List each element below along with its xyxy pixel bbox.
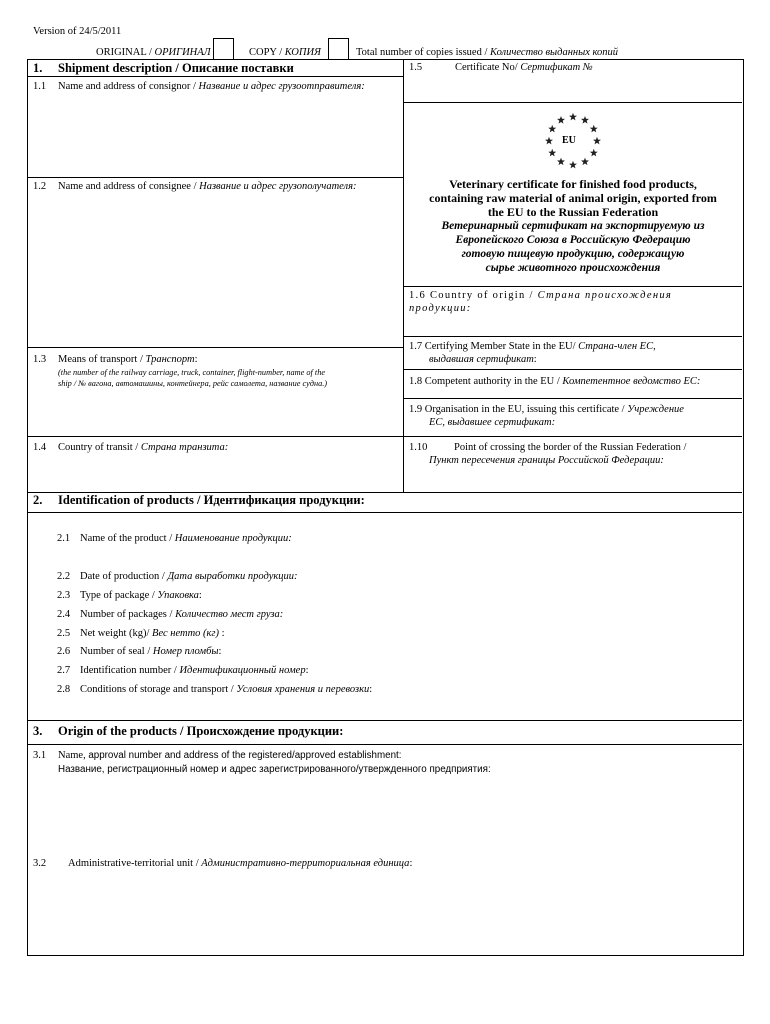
cert-title-ru-3: готовую пищевую продукцию, содержащую bbox=[461, 248, 685, 260]
field-2-2-label-ru: Дата выработки продукции: bbox=[167, 571, 298, 582]
line-1-7 bbox=[403, 369, 742, 370]
certificate-title bbox=[404, 177, 742, 275]
field-1-4-label bbox=[58, 441, 228, 454]
field-1-8-num: 1.8 bbox=[409, 376, 423, 387]
field-2-3-tail: : bbox=[198, 590, 202, 601]
copy-checkbox[interactable] bbox=[328, 38, 349, 60]
eu-star-icon bbox=[548, 125, 556, 133]
line-1-3 bbox=[27, 436, 403, 437]
field-1-2-label-en: Name and address of consignee / bbox=[58, 181, 200, 192]
field-1-3-note-2: ship / № вагона, автомашины, контейнера, рейс самолета, название судна.) bbox=[58, 379, 328, 388]
field-1-3-colon: : bbox=[194, 354, 198, 365]
field-2-5-label-ru: Вес нетто (кг) bbox=[152, 628, 220, 639]
eu-star-icon bbox=[581, 158, 589, 166]
section1-header-line bbox=[27, 76, 403, 77]
field-1-5-label bbox=[455, 61, 593, 74]
eu-star-icon bbox=[590, 125, 598, 133]
field-2-5-num: 2.5 bbox=[57, 628, 71, 639]
field-2-5 bbox=[57, 627, 225, 640]
field-2-1-label-en: Name of the product / bbox=[80, 533, 175, 544]
field-2-1-label-ru: Наименование продукции: bbox=[174, 533, 292, 544]
field-2-6-num: 2.6 bbox=[57, 646, 71, 657]
eu-star-icon bbox=[593, 137, 601, 145]
field-2-8-label-en: Conditions of storage and transport / bbox=[80, 684, 237, 695]
section1-title: Shipment description / Описание поставки bbox=[58, 61, 294, 75]
field-2-4 bbox=[57, 608, 283, 621]
field-2-6-tail: : bbox=[218, 646, 222, 657]
line-1-1 bbox=[27, 177, 403, 178]
field-2-6-label-ru: Номер пломбы bbox=[152, 646, 219, 657]
eu-star-icon bbox=[548, 149, 556, 157]
section3-header-line bbox=[27, 744, 742, 745]
field-3-2-label-en: Administrative-territorial unit / bbox=[68, 858, 202, 869]
eu-star-icon bbox=[569, 161, 577, 169]
field-2-2-label-en: Date of production / bbox=[80, 571, 168, 582]
field-2-1 bbox=[57, 532, 292, 545]
field-1-7-label-ru-1: Страна-член ЕС, bbox=[578, 341, 656, 352]
cert-title-en-2: containing raw material of animal origin, exported from bbox=[429, 191, 717, 205]
field-1-7-num: 1.7 bbox=[409, 341, 423, 352]
field-1-10-label-ru: Пункт пересечения границы Российской Федерации: bbox=[429, 455, 664, 466]
field-3-2-label bbox=[68, 857, 412, 870]
field-3-2-num: 3.2 bbox=[33, 858, 47, 869]
field-1-6-label bbox=[409, 289, 672, 302]
original-label bbox=[96, 46, 211, 59]
field-2-3-label-ru: Упаковка bbox=[157, 590, 199, 601]
field-2-7-label-ru: Идентификационный номер bbox=[179, 665, 306, 676]
field-1-5-label-ru: Сертификат № bbox=[520, 62, 593, 73]
field-1-9-label bbox=[409, 403, 684, 416]
eu-star-icon bbox=[557, 116, 565, 124]
line-title bbox=[403, 286, 742, 287]
cert-title-ru-2: Европейского Союза в Российскую Федерацию bbox=[455, 234, 691, 246]
field-1-5-label-en: Certificate No/ bbox=[455, 62, 521, 73]
section2-num: 2. bbox=[33, 493, 43, 507]
field-1-7-label-ru-2: выдавшая сертификат bbox=[429, 354, 534, 365]
field-2-3-label-en: Type of package / bbox=[80, 590, 158, 601]
field-2-8-tail: : bbox=[369, 684, 373, 695]
field-2-4-label-en: Number of packages / bbox=[80, 609, 176, 620]
field-2-6 bbox=[57, 645, 221, 658]
copies-label-en: Total number of copies issued / bbox=[356, 47, 490, 58]
cert-title-en-1: Veterinary certificate for finished food products, bbox=[449, 177, 697, 191]
section1-divider bbox=[403, 59, 404, 492]
field-1-5-num: 1.5 bbox=[409, 62, 423, 73]
line-1-8 bbox=[403, 398, 742, 399]
field-3-1-label-en-a: Name, bbox=[58, 750, 89, 761]
eu-star-icon bbox=[557, 158, 565, 166]
consignor-input[interactable] bbox=[28, 94, 402, 176]
section3-top-line bbox=[27, 720, 742, 721]
field-3-1-label-en-b: approval number and address of the registered/approved establishment: bbox=[88, 750, 402, 761]
field-3-2-colon: : bbox=[409, 858, 413, 869]
field-1-1-label-ru: Название и адрес грузоотправителя: bbox=[198, 81, 365, 92]
cert-title-ru-4: сырье животного происхождения bbox=[485, 262, 661, 274]
field-2-7 bbox=[57, 664, 309, 677]
field-3-1-label-en bbox=[58, 749, 401, 762]
section3-num: 3. bbox=[33, 724, 43, 738]
copy-label-ru: КОПИЯ bbox=[284, 47, 321, 58]
field-1-1-label bbox=[58, 80, 365, 93]
original-label-ru: ОРИГИНАЛ bbox=[154, 47, 211, 58]
original-checkbox[interactable] bbox=[213, 38, 234, 60]
field-1-1-label-en: Name and address of consignor / bbox=[58, 81, 199, 92]
eu-star-icon bbox=[545, 137, 553, 145]
section3-title: Origin of the products / Происхождение продукции: bbox=[58, 724, 344, 738]
field-1-4-num: 1.4 bbox=[33, 442, 47, 453]
field-1-8-label-en: Competent authority in the EU / bbox=[424, 376, 563, 387]
field-1-4-label-ru: Страна транзита: bbox=[140, 442, 229, 453]
field-1-3-label-en: Means of transport / bbox=[58, 354, 146, 365]
field-1-2-label-ru: Название и адрес грузополучателя: bbox=[199, 181, 357, 192]
field-1-7-label-en: Certifying Member State in the EU/ bbox=[424, 341, 579, 352]
establishment-input[interactable] bbox=[28, 780, 740, 852]
eu-star-icon bbox=[590, 149, 598, 157]
eu-star-icon bbox=[581, 116, 589, 124]
line-1-9 bbox=[403, 436, 742, 437]
field-2-2 bbox=[57, 570, 298, 583]
field-1-9-label-en: Organisation in the EU, issuing this certificate / bbox=[424, 404, 628, 415]
field-2-7-label-en: Identification number / bbox=[80, 665, 180, 676]
field-2-8 bbox=[57, 683, 372, 696]
field-2-2-num: 2.2 bbox=[57, 571, 71, 582]
field-3-1-num: 3.1 bbox=[33, 750, 47, 761]
eu-star-icon bbox=[569, 113, 577, 121]
field-1-1-num: 1.1 bbox=[33, 81, 47, 92]
field-1-3-label bbox=[58, 353, 198, 366]
field-2-8-num: 2.8 bbox=[57, 684, 71, 695]
field-1-6-label-en: Country of origin / bbox=[429, 290, 538, 301]
section1-num: 1. bbox=[33, 61, 43, 75]
field-2-4-label-ru: Количество мест груза: bbox=[175, 609, 284, 620]
field-1-10-label-en: Point of crossing the border of the Russian Federation / bbox=[454, 442, 687, 453]
field-1-2-num: 1.2 bbox=[33, 181, 47, 192]
section2-title: Identification of products / Идентификация продукции: bbox=[58, 493, 365, 507]
field-1-3-note-1: (the number of the railway carriage, truck, container, flight-number, name of the bbox=[58, 368, 326, 377]
field-2-7-num: 2.7 bbox=[57, 665, 71, 676]
field-1-3-label-ru: Транспорт bbox=[145, 354, 195, 365]
eu-emblem-label: EU bbox=[562, 135, 576, 146]
copy-label-en: COPY / bbox=[249, 47, 285, 58]
field-2-3-num: 2.3 bbox=[57, 590, 71, 601]
line-1-5 bbox=[403, 102, 742, 103]
copies-label-ru: Количество выданных копий bbox=[490, 47, 619, 58]
field-1-8-label bbox=[409, 375, 700, 388]
version-text: Version of 24/5/2011 bbox=[33, 26, 122, 37]
field-1-6-num: 1.6 bbox=[409, 290, 427, 301]
cert-title-ru-1: Ветеринарный сертификат на экспортируемую из bbox=[441, 220, 705, 232]
field-1-9-num: 1.9 bbox=[409, 404, 423, 415]
field-1-7-label-line2 bbox=[429, 353, 537, 366]
field-2-3 bbox=[57, 589, 202, 602]
field-1-3-num: 1.3 bbox=[33, 354, 47, 365]
field-2-4-num: 2.4 bbox=[57, 609, 71, 620]
field-2-6-label-en: Number of seal / bbox=[80, 646, 153, 657]
field-1-6-label-ru-2: продукции: bbox=[409, 303, 472, 314]
field-1-2-label bbox=[58, 180, 357, 193]
field-3-1-label-ru: Название, регистрационный номер и адрес зарегистрированного/утвержденного предприятия: bbox=[58, 764, 491, 775]
field-1-7-colon: : bbox=[533, 354, 537, 365]
field-3-2-label-ru: Административно-территориальная единица bbox=[201, 858, 410, 869]
field-1-10-num: 1.10 bbox=[409, 442, 428, 453]
section2-header-line bbox=[27, 512, 742, 513]
original-label-en: ORIGINAL / bbox=[96, 47, 155, 58]
field-1-9-label-ru-1: Учреждение bbox=[627, 404, 684, 415]
copy-label bbox=[249, 46, 321, 59]
field-2-7-tail: : bbox=[305, 665, 309, 676]
field-2-1-num: 2.1 bbox=[57, 533, 71, 544]
field-1-7-label bbox=[409, 340, 656, 353]
field-1-6-label-ru-1: Страна происхождения bbox=[537, 290, 673, 301]
cert-title-en-3: the EU to the Russian Federation bbox=[487, 205, 659, 219]
field-2-8-label-ru: Условия хранения и перевозки bbox=[236, 684, 370, 695]
consignee-input[interactable] bbox=[28, 194, 402, 346]
field-1-8-label-ru: Компетентное ведомство ЕС: bbox=[562, 376, 701, 387]
copies-label bbox=[356, 46, 618, 59]
field-1-9-label-ru-2: ЕС, выдавшее сертификат: bbox=[429, 417, 556, 428]
line-1-2 bbox=[27, 347, 403, 348]
admin-unit-input[interactable] bbox=[28, 872, 740, 952]
field-2-5-label-en: Net weight (kg)/ bbox=[80, 628, 153, 639]
field-2-5-tail: : bbox=[219, 628, 225, 639]
field-1-4-label-en: Country of transit / bbox=[58, 442, 141, 453]
line-1-6 bbox=[403, 336, 742, 337]
